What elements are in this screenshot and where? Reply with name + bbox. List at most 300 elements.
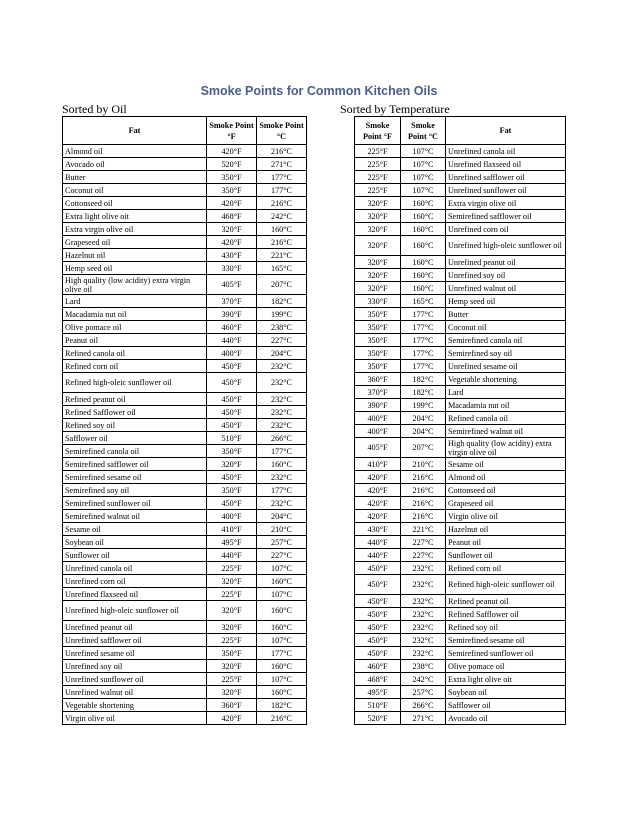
fat-name-cell: Unrefined corn oil — [63, 575, 207, 588]
table-row — [355, 497, 566, 510]
table-row — [63, 536, 307, 549]
table-row — [63, 660, 307, 673]
table-row — [63, 249, 307, 262]
fat-name-cell: Semirefined safflower oil — [446, 210, 566, 223]
table-row — [355, 197, 566, 210]
fat-name-cell: Hazelnut oil — [446, 523, 566, 536]
table-row — [63, 471, 307, 484]
fat-name-cell: Extra light olive oit — [63, 210, 207, 223]
fahrenheit-cell: 225°F — [207, 588, 257, 601]
fahrenheit-cell: 450°F — [207, 360, 257, 373]
fahrenheit-cell: 360°F — [207, 699, 257, 712]
fat-name-cell: Avocado oil — [63, 158, 207, 171]
fat-name-cell: Lard — [63, 295, 207, 308]
table-row — [63, 360, 307, 373]
fahrenheit-cell: 370°F — [355, 386, 401, 399]
celsius-cell: 107°C — [257, 634, 307, 647]
celsius-cell: 177°C — [257, 445, 307, 458]
table-row — [63, 712, 307, 725]
celsius-cell: 232°C — [401, 575, 446, 595]
fat-name-cell: Unrefined flaxseed oil — [446, 158, 566, 171]
fat-name-cell: Semirefined sesame oil — [446, 634, 566, 647]
table-row — [63, 432, 307, 445]
fat-name-cell: Soybean oil — [446, 686, 566, 699]
fat-name-cell: Safflower oil — [446, 699, 566, 712]
fahrenheit-cell: 450°F — [207, 471, 257, 484]
table-row — [355, 634, 566, 647]
fahrenheit-cell: 440°F — [355, 549, 401, 562]
fat-name-cell: Unrefined soy oil — [446, 269, 566, 282]
table-row — [355, 458, 566, 471]
table-row — [63, 295, 307, 308]
fahrenheit-cell: 225°F — [355, 171, 401, 184]
table-row — [63, 634, 307, 647]
table-row — [63, 223, 307, 236]
table-row — [355, 158, 566, 171]
table-row — [355, 575, 566, 595]
celsius-cell: 204°C — [257, 510, 307, 523]
celsius-cell: 216°C — [257, 236, 307, 249]
sorted-by-oil-table — [62, 116, 307, 725]
fahrenheit-cell: 510°F — [355, 699, 401, 712]
fat-name-cell: Macadamia nut oil — [63, 308, 207, 321]
table-row — [355, 712, 566, 725]
celsius-cell: 107°C — [401, 145, 446, 158]
fat-name-cell: Virgin olive oil — [63, 712, 207, 725]
celsius-cell: 221°C — [257, 249, 307, 262]
fat-name-cell: Refined canola oil — [63, 347, 207, 360]
celsius-cell: 160°C — [257, 601, 307, 621]
celsius-cell: 216°C — [257, 197, 307, 210]
fat-name-cell: Semirefined canola oil — [63, 445, 207, 458]
fat-name-cell: Hazelnut oil — [63, 249, 207, 262]
fahrenheit-cell: 440°F — [355, 536, 401, 549]
celsius-cell: 160°C — [257, 223, 307, 236]
smoke-point-c-header: Smoke Point °C — [257, 117, 307, 145]
table-row — [63, 523, 307, 536]
celsius-cell: 216°C — [257, 712, 307, 725]
fahrenheit-cell: 495°F — [207, 536, 257, 549]
left-table-caption: Sorted by Oil — [62, 102, 127, 116]
fat-name-cell: Semirefined sunflower oil — [446, 647, 566, 660]
celsius-cell: 160°C — [401, 256, 446, 269]
celsius-cell: 232°C — [401, 647, 446, 660]
table-row — [63, 562, 307, 575]
celsius-cell: 165°C — [257, 262, 307, 275]
celsius-cell: 199°C — [257, 308, 307, 321]
fat-name-cell: Unrefined safflower oil — [63, 634, 207, 647]
fahrenheit-cell: 225°F — [355, 158, 401, 171]
fat-name-cell: Refined corn oil — [446, 562, 566, 575]
celsius-cell: 266°C — [401, 699, 446, 712]
fat-name-cell: Extra virgin olive oil — [446, 197, 566, 210]
celsius-cell: 160°C — [401, 236, 446, 256]
fahrenheit-cell: 320°F — [207, 575, 257, 588]
celsius-cell: 177°C — [401, 347, 446, 360]
fahrenheit-cell: 320°F — [355, 223, 401, 236]
fahrenheit-cell: 430°F — [207, 249, 257, 262]
celsius-cell: 160°C — [401, 282, 446, 295]
table-row — [63, 699, 307, 712]
table-row — [355, 210, 566, 223]
fahrenheit-cell: 420°F — [207, 712, 257, 725]
fahrenheit-cell: 400°F — [207, 510, 257, 523]
fahrenheit-cell: 330°F — [207, 262, 257, 275]
table-row — [63, 484, 307, 497]
fat-name-cell: Unrefined sunflower oil — [63, 673, 207, 686]
celsius-cell: 266°C — [257, 432, 307, 445]
fahrenheit-cell: 350°F — [355, 347, 401, 360]
fahrenheit-cell: 450°F — [207, 497, 257, 510]
table-row — [63, 184, 307, 197]
table-row — [355, 412, 566, 425]
fat-name-cell: Semirefined soy oil — [63, 484, 207, 497]
fahrenheit-cell: 460°F — [207, 321, 257, 334]
fahrenheit-cell: 225°F — [355, 145, 401, 158]
fat-name-cell: Avocado oil — [446, 712, 566, 725]
fahrenheit-cell: 320°F — [207, 686, 257, 699]
fat-name-cell: Sesame oil — [446, 458, 566, 471]
celsius-cell: 227°C — [257, 549, 307, 562]
table-row — [355, 673, 566, 686]
celsius-cell: 177°C — [401, 321, 446, 334]
fahrenheit-cell: 320°F — [355, 236, 401, 256]
celsius-cell: 107°C — [401, 184, 446, 197]
celsius-cell: 160°C — [257, 686, 307, 699]
fat-name-cell: Vegetable shortening — [63, 699, 207, 712]
fat-name-cell: High quality (low acidity) extra virgin olive oil — [63, 275, 207, 295]
fahrenheit-cell: 450°F — [355, 634, 401, 647]
celsius-cell: 160°C — [257, 621, 307, 634]
celsius-cell: 160°C — [401, 269, 446, 282]
fahrenheit-cell: 510°F — [207, 432, 257, 445]
celsius-cell: 232°C — [257, 373, 307, 393]
fahrenheit-cell: 330°F — [355, 295, 401, 308]
fat-name-cell: Almond oil — [446, 471, 566, 484]
table-row — [355, 595, 566, 608]
table-row — [63, 647, 307, 660]
fahrenheit-cell: 320°F — [207, 601, 257, 621]
celsius-cell: 216°C — [401, 497, 446, 510]
fat-name-cell: Vegetable shortening — [446, 373, 566, 386]
fahrenheit-cell: 320°F — [355, 256, 401, 269]
celsius-cell: 177°C — [401, 308, 446, 321]
table-row — [63, 197, 307, 210]
table-row — [63, 275, 307, 295]
celsius-cell: 216°C — [401, 484, 446, 497]
celsius-cell: 227°C — [401, 536, 446, 549]
celsius-cell: 210°C — [401, 458, 446, 471]
fat-name-cell: Cottonseed oil — [63, 197, 207, 210]
table-row — [63, 308, 307, 321]
fat-name-cell: Refined soy oil — [63, 419, 207, 432]
fahrenheit-cell: 350°F — [207, 647, 257, 660]
fat-name-cell: Peanut oil — [63, 334, 207, 347]
table-row — [63, 686, 307, 699]
fat-name-cell: Refined soy oil — [446, 621, 566, 634]
celsius-cell: 107°C — [401, 171, 446, 184]
fahrenheit-cell: 450°F — [207, 393, 257, 406]
fahrenheit-cell: 225°F — [355, 184, 401, 197]
celsius-cell: 204°C — [257, 347, 307, 360]
celsius-cell: 107°C — [257, 588, 307, 601]
table-row — [63, 419, 307, 432]
fahrenheit-cell: 225°F — [207, 634, 257, 647]
celsius-cell: 238°C — [257, 321, 307, 334]
fahrenheit-cell: 350°F — [207, 171, 257, 184]
celsius-cell: 177°C — [257, 647, 307, 660]
fat-name-cell: Refined canola oil — [446, 412, 566, 425]
fahrenheit-cell: 450°F — [207, 373, 257, 393]
fat-name-cell: Virgin olive oil — [446, 510, 566, 523]
fat-name-cell: Soybean oil — [63, 536, 207, 549]
celsius-cell: 177°C — [257, 171, 307, 184]
fahrenheit-cell: 320°F — [207, 660, 257, 673]
fahrenheit-cell: 450°F — [355, 647, 401, 660]
fahrenheit-cell: 450°F — [355, 621, 401, 634]
fat-name-cell: Unrefined flaxseed oil — [63, 588, 207, 601]
celsius-cell: 207°C — [257, 275, 307, 295]
table-row — [355, 608, 566, 621]
fat-name-cell: Unrefined sesame oil — [446, 360, 566, 373]
fat-name-cell: Butter — [63, 171, 207, 184]
fahrenheit-cell: 350°F — [355, 334, 401, 347]
right-table-caption: Sorted by Temperature — [340, 102, 450, 116]
celsius-cell: 238°C — [401, 660, 446, 673]
celsius-cell: 257°C — [401, 686, 446, 699]
table-row — [63, 373, 307, 393]
fahrenheit-cell: 440°F — [207, 549, 257, 562]
fahrenheit-cell: 410°F — [355, 458, 401, 471]
table-row — [63, 621, 307, 634]
fat-name-cell: Semirefined canola oil — [446, 334, 566, 347]
fat-name-cell: Lard — [446, 386, 566, 399]
celsius-cell: 177°C — [401, 334, 446, 347]
table-row — [355, 399, 566, 412]
fahrenheit-cell: 520°F — [355, 712, 401, 725]
fat-name-cell: Unrefined canola oil — [446, 145, 566, 158]
fahrenheit-cell: 405°F — [207, 275, 257, 295]
page-title: Smoke Points for Common Kitchen Oils — [200, 84, 438, 98]
fat-name-cell: Sesame oil — [63, 523, 207, 536]
celsius-cell: 242°C — [401, 673, 446, 686]
celsius-cell: 221°C — [401, 523, 446, 536]
table-row — [63, 158, 307, 171]
fat-name-cell: Unrefined peanut oil — [446, 256, 566, 269]
table-row — [355, 236, 566, 256]
fahrenheit-cell: 350°F — [355, 308, 401, 321]
celsius-cell: 160°C — [257, 575, 307, 588]
fat-name-cell: Semirefined sesame oil — [63, 471, 207, 484]
fahrenheit-cell: 225°F — [207, 562, 257, 575]
fahrenheit-cell: 420°F — [355, 484, 401, 497]
fat-name-cell: Hemp seed oil — [446, 295, 566, 308]
fat-name-cell: Unrefined sunflower oil — [446, 184, 566, 197]
table-row — [355, 699, 566, 712]
table-row — [355, 660, 566, 673]
fat-name-cell: Unrefined soy oil — [63, 660, 207, 673]
fahrenheit-cell: 320°F — [355, 197, 401, 210]
fahrenheit-cell: 320°F — [207, 621, 257, 634]
fahrenheit-cell: 225°F — [207, 673, 257, 686]
celsius-cell: 177°C — [257, 484, 307, 497]
table-row — [63, 210, 307, 223]
table-row — [63, 321, 307, 334]
fat-name-cell: Olive pomace oil — [446, 660, 566, 673]
table-row — [355, 386, 566, 399]
table-row — [63, 145, 307, 158]
fahrenheit-cell: 450°F — [355, 562, 401, 575]
fat-name-cell: Refined high-oleic sunflower oil — [446, 575, 566, 595]
table-row — [355, 373, 566, 386]
fat-name-cell: Extra virgin olive oil — [63, 223, 207, 236]
table-row — [355, 295, 566, 308]
celsius-cell: 160°C — [401, 197, 446, 210]
fat-name-cell: Refined corn oil — [63, 360, 207, 373]
table-row — [355, 510, 566, 523]
celsius-cell: 216°C — [257, 145, 307, 158]
table-row — [355, 256, 566, 269]
table-row — [63, 549, 307, 562]
table-row — [63, 406, 307, 419]
table-row — [355, 438, 566, 458]
fahrenheit-cell: 320°F — [207, 223, 257, 236]
fahrenheit-cell: 400°F — [355, 425, 401, 438]
celsius-cell: 216°C — [401, 510, 446, 523]
fahrenheit-cell: 450°F — [355, 595, 401, 608]
fat-name-cell: Grapeseed oil — [63, 236, 207, 249]
table-row — [355, 145, 566, 158]
table-row — [63, 673, 307, 686]
celsius-cell: 216°C — [401, 471, 446, 484]
celsius-cell: 107°C — [257, 562, 307, 575]
celsius-cell: 204°C — [401, 425, 446, 438]
table-row — [63, 445, 307, 458]
table-row — [355, 523, 566, 536]
table-row — [355, 686, 566, 699]
celsius-cell: 232°C — [401, 608, 446, 621]
fat-name-cell: Unrefined high-oleic sunflower oil — [63, 601, 207, 621]
table-row — [355, 334, 566, 347]
fahrenheit-cell: 350°F — [355, 360, 401, 373]
fat-name-cell: Unrefined safflower oil — [446, 171, 566, 184]
table-row — [63, 510, 307, 523]
fahrenheit-cell: 370°F — [207, 295, 257, 308]
celsius-cell: 227°C — [401, 549, 446, 562]
fat-name-cell: Coconut oil — [63, 184, 207, 197]
table-row — [355, 549, 566, 562]
fahrenheit-cell: 350°F — [207, 484, 257, 497]
fahrenheit-cell: 400°F — [207, 347, 257, 360]
fat-name-cell: Macadamia nut oil — [446, 399, 566, 412]
table-row — [355, 536, 566, 549]
fahrenheit-cell: 420°F — [355, 471, 401, 484]
celsius-cell: 232°C — [257, 497, 307, 510]
celsius-cell: 107°C — [257, 673, 307, 686]
fahrenheit-cell: 390°F — [355, 399, 401, 412]
table-row — [355, 347, 566, 360]
fat-name-cell: Unrefined corn oil — [446, 223, 566, 236]
celsius-cell: 199°C — [401, 399, 446, 412]
table-row — [63, 393, 307, 406]
fat-name-cell: Hemp seed oil — [63, 262, 207, 275]
table-row — [63, 347, 307, 360]
table-row — [355, 484, 566, 497]
fat-name-cell: Grapeseed oil — [446, 497, 566, 510]
fat-name-cell: Semirefined safflower oil — [63, 458, 207, 471]
fat-name-cell: Refined Safflower oil — [63, 406, 207, 419]
fat-name-cell: Cottonseed oil — [446, 484, 566, 497]
fahrenheit-cell: 420°F — [207, 145, 257, 158]
fat-name-cell: Semirefined sunflower oil — [63, 497, 207, 510]
celsius-cell: 177°C — [401, 360, 446, 373]
fat-header: Fat — [446, 117, 566, 145]
celsius-cell: 232°C — [257, 419, 307, 432]
table-row — [355, 308, 566, 321]
fahrenheit-cell: 320°F — [355, 282, 401, 295]
celsius-cell: 160°C — [257, 660, 307, 673]
fahrenheit-cell: 440°F — [207, 334, 257, 347]
table-row — [355, 621, 566, 634]
fat-header: Fat — [63, 117, 207, 145]
table-row — [63, 262, 307, 275]
celsius-cell: 165°C — [401, 295, 446, 308]
fahrenheit-cell: 468°F — [355, 673, 401, 686]
fahrenheit-cell: 350°F — [207, 445, 257, 458]
fat-name-cell: Extra light olive oit — [446, 673, 566, 686]
celsius-cell: 242°C — [257, 210, 307, 223]
fat-name-cell: Sunflower oil — [446, 549, 566, 562]
celsius-cell: 232°C — [401, 634, 446, 647]
fat-name-cell: Refined peanut oil — [446, 595, 566, 608]
table-row — [63, 236, 307, 249]
fat-name-cell: Unrefined walnut oil — [63, 686, 207, 699]
fat-name-cell: Coconut oil — [446, 321, 566, 334]
celsius-cell: 271°C — [257, 158, 307, 171]
celsius-cell: 232°C — [257, 360, 307, 373]
smoke-point-f-header: Smoke Point °F — [355, 117, 401, 145]
fahrenheit-cell: 360°F — [355, 373, 401, 386]
fat-name-cell: Unrefined canola oil — [63, 562, 207, 575]
table-row — [355, 321, 566, 334]
fat-name-cell: Butter — [446, 308, 566, 321]
fat-name-cell: Unrefined walnut oil — [446, 282, 566, 295]
celsius-cell: 232°C — [401, 595, 446, 608]
fahrenheit-cell: 405°F — [355, 438, 401, 458]
fat-name-cell: Unrefined high-oleic sunflower oil — [446, 236, 566, 256]
fahrenheit-cell: 350°F — [355, 321, 401, 334]
celsius-cell: 182°C — [401, 386, 446, 399]
fahrenheit-cell: 420°F — [355, 510, 401, 523]
fahrenheit-cell: 450°F — [207, 406, 257, 419]
fahrenheit-cell: 320°F — [355, 269, 401, 282]
fat-name-cell: Peanut oil — [446, 536, 566, 549]
celsius-cell: 182°C — [257, 295, 307, 308]
table-row — [355, 184, 566, 197]
celsius-cell: 232°C — [401, 562, 446, 575]
fahrenheit-cell: 430°F — [355, 523, 401, 536]
fat-name-cell: Refined Safflower oil — [446, 608, 566, 621]
table-row — [63, 575, 307, 588]
celsius-cell: 210°C — [257, 523, 307, 536]
fat-name-cell: Refined high-oleic sunflower oil — [63, 373, 207, 393]
table-row — [355, 471, 566, 484]
table-row — [355, 282, 566, 295]
fat-name-cell: Semirefined walnut oil — [446, 425, 566, 438]
fahrenheit-cell: 320°F — [207, 458, 257, 471]
celsius-cell: 160°C — [401, 210, 446, 223]
fat-name-cell: High quality (low acidity) extra virgin olive oil — [446, 438, 566, 458]
